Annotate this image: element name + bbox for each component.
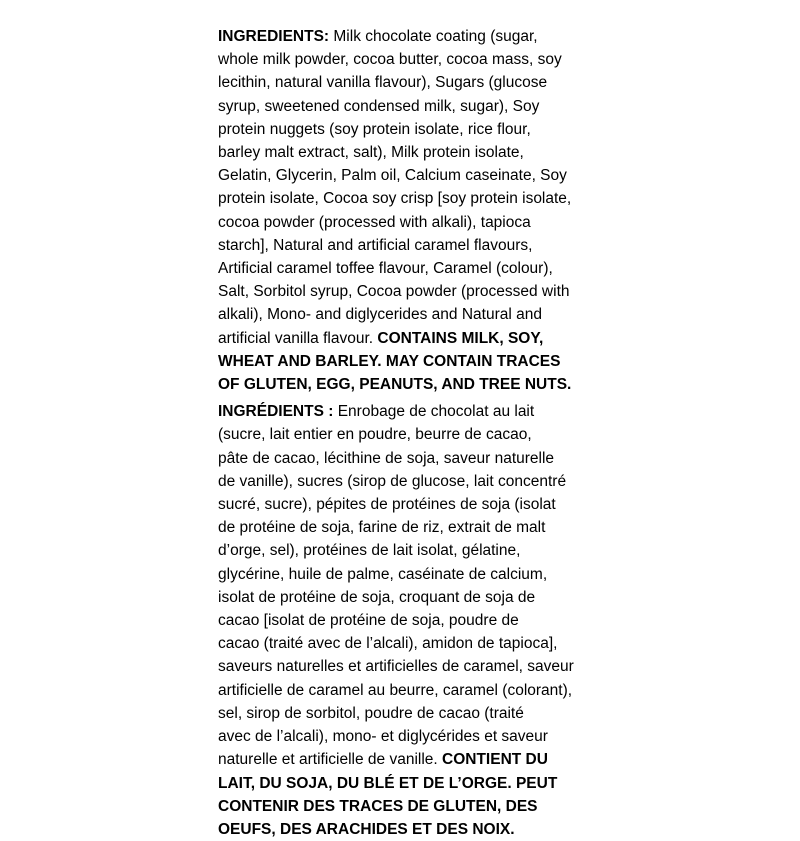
french-allergen-statement: LAIT, DU SOJA, DU BLÉ ET DE L’ORGE. PEUT [218, 774, 558, 792]
english-ingredients-text: protein nuggets (soy protein isolate, rice flour, [218, 120, 531, 138]
english-ingredients-text: syrup, sweetened condensed milk, sugar), Soy [218, 97, 540, 115]
english-ingredients-text: artificial vanilla flavour. [218, 329, 378, 347]
english-ingredients-text: Milk chocolate coating (sugar, [329, 28, 538, 45]
english-ingredients-heading: INGREDIENTS: [218, 28, 330, 45]
french-ingredients-text: glycérine, huile de palme, caséinate de calcium, [218, 565, 548, 583]
french-ingredients-text: cacao [isolat de protéine de soja, poudre de [218, 612, 519, 630]
french-allergen-statement: CONTIENT DU [442, 751, 548, 769]
english-ingredients-text: lecithin, natural vanilla flavour), Sugars (glucose [218, 74, 548, 92]
english-ingredients-text: protein isolate, Cocoa soy crisp [soy protein isolate, [218, 190, 572, 208]
text-line [218, 400, 596, 423]
english-allergen-statement: WHEAT AND BARLEY. MAY CONTAIN TRACES [218, 352, 561, 370]
french-allergen-statement: OEUFS, DES ARACHIDES ET DES NOIX. [218, 820, 515, 838]
text-line [218, 327, 596, 350]
french-ingredients-text: de vanille), sucres (sirop de glucose, lait concentré [218, 472, 567, 490]
english-ingredients-text: Artificial caramel toffee flavour, Caramel (colour), [218, 260, 553, 278]
french-ingredients-heading: INGRÉDIENTS : [218, 403, 334, 421]
english-ingredients-text: cocoa powder (processed with alkali), tapioca [218, 213, 531, 231]
french-ingredients-text: avec de l’alcali), mono- et diglycérides et saveur [218, 728, 548, 746]
french-ingredients-text: naturelle et artificielle de vanille. [218, 751, 443, 769]
english-ingredients-text: barley malt extract, salt), Milk protein isolate, [218, 144, 524, 162]
french-ingredients-text: d’orge, sel), protéines de lait isolat, gélatine, [218, 542, 521, 560]
french-ingredients-section [218, 400, 596, 841]
french-ingredients-text: saveurs naturelles et artificielles de caramel, saveur [218, 658, 574, 676]
english-ingredients-text: Salt, Sorbitol syrup, Cocoa powder (processed with [218, 283, 570, 301]
english-ingredients-section [218, 25, 596, 396]
english-ingredients-text: Gelatin, Glycerin, Palm oil, Calcium caseinate, Soy [218, 167, 567, 185]
english-ingredients-text: starch], Natural and artificial caramel flavours, [218, 236, 533, 254]
text-line [218, 25, 596, 48]
french-ingredients-text: cacao (traité avec de l’alcali), amidon de tapioca], [218, 635, 558, 653]
french-ingredients-text: sel, sirop de sorbitol, poudre de cacao (traité [218, 704, 524, 722]
english-ingredients-text: alkali), Mono- and diglycerides and Natural and [218, 306, 542, 324]
french-ingredients-text: isolat de protéine de soja, croquant de soja de [218, 588, 536, 606]
english-ingredients-text: whole milk powder, cocoa butter, cocoa mass, soy [218, 51, 562, 69]
french-ingredients-text: de protéine de soja, farine de riz, extrait de malt [218, 519, 546, 537]
english-allergen-statement: OF GLUTEN, EGG, PEANUTS, AND TREE NUTS. [218, 376, 572, 394]
ingredients-label [218, 25, 596, 841]
french-ingredients-text: (sucre, lait entier en poudre, beurre de cacao, [218, 426, 532, 444]
english-allergen-statement: CONTAINS MILK, SOY, [377, 329, 544, 347]
french-ingredients-text: Enrobage de chocolat au lait [333, 403, 535, 421]
french-ingredients-text: pâte de cacao, lécithine de soja, saveur naturelle [218, 449, 555, 467]
french-allergen-statement: CONTENIR DES TRACES DE GLUTEN, DES [218, 797, 538, 815]
french-ingredients-text: artificielle de caramel au beurre, caramel (colorant), [218, 681, 573, 699]
french-ingredients-text: sucré, sucre), pépites de protéines de soja (isolat [218, 496, 556, 514]
text-line [218, 748, 596, 771]
